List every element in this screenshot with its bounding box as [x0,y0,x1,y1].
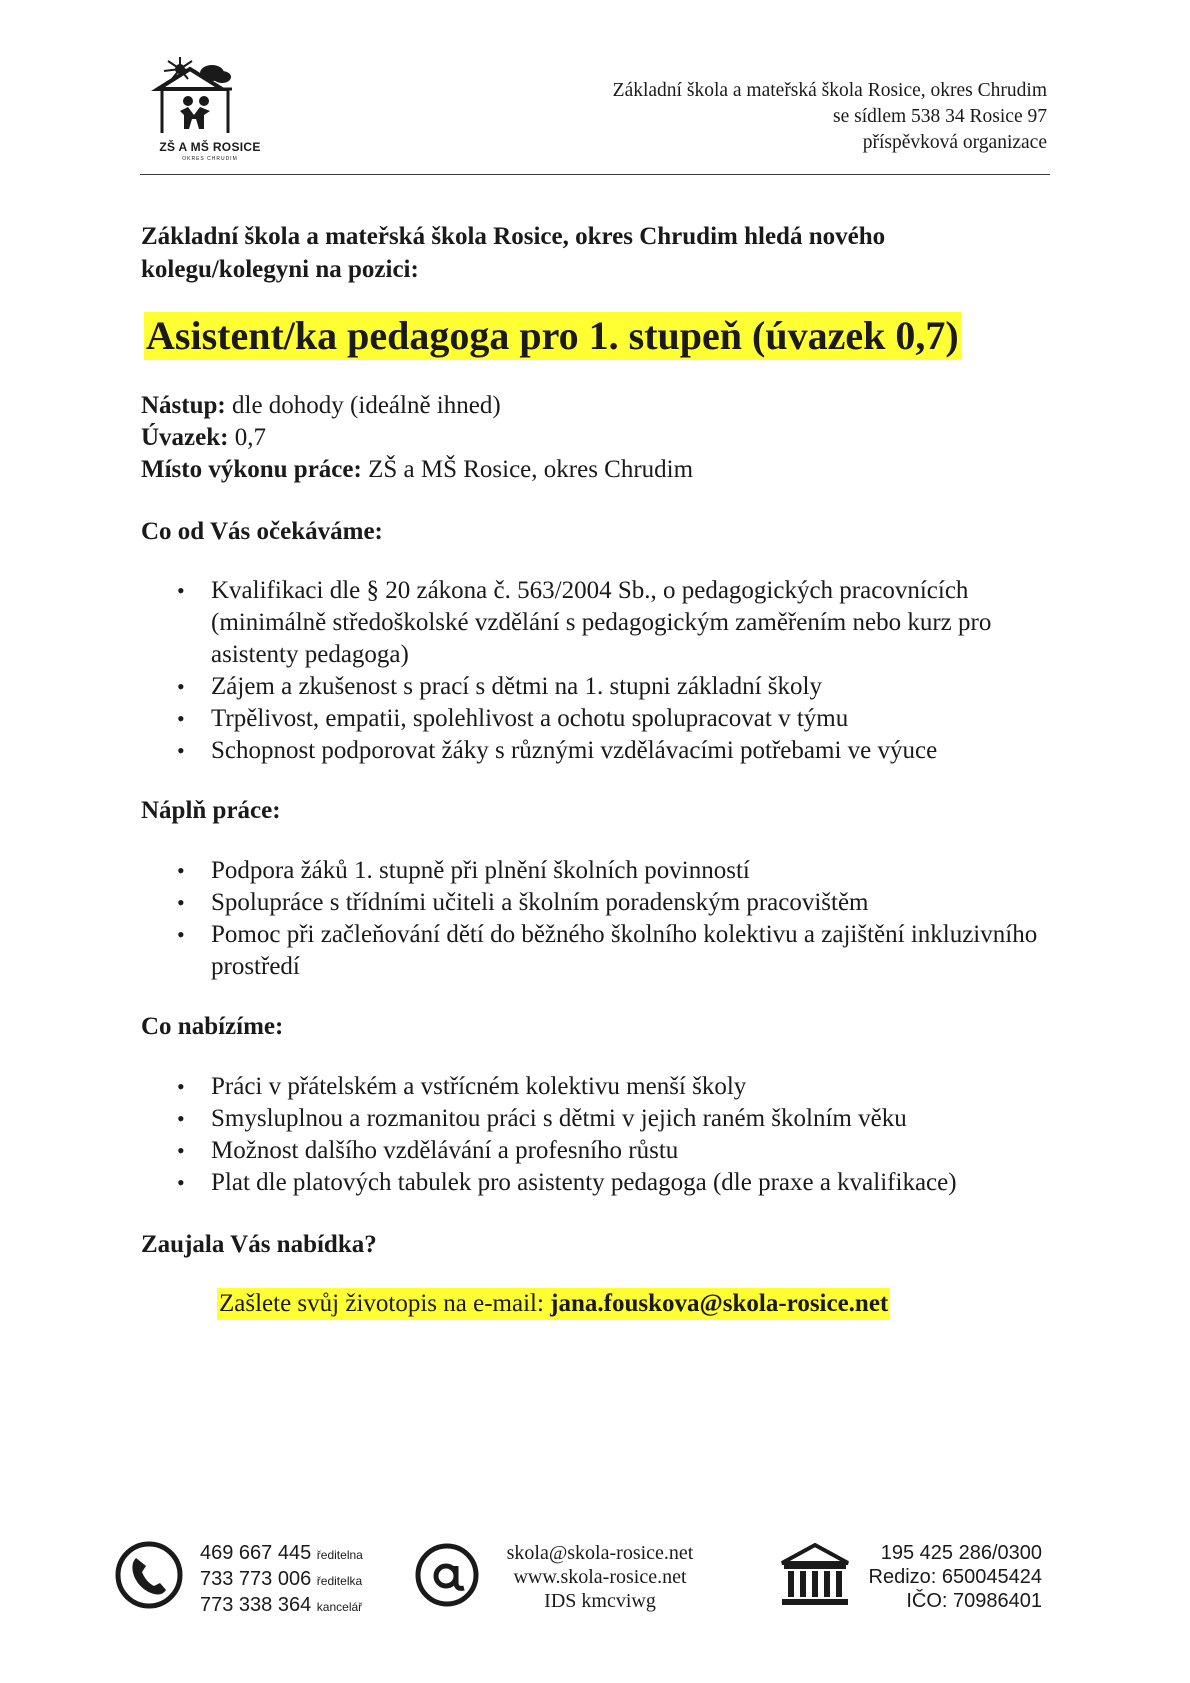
footer-ids: IDS kmcviwg [544,1590,656,1612]
logo-subtext: OKRES CHRUDIM [182,156,238,162]
org-line: příspěvková organizace [862,132,1047,153]
list-item: • Spolupráce s třídními učiteli a školním poradenským pracovištěm [141,887,1061,919]
phone-entry [200,1541,363,1567]
org-line: Základní škola a mateřská škola Rosice, okres Chrudim [612,80,1047,101]
footer-email-link[interactable]: skola@skola-rosice.net [506,1542,694,1564]
phone-role: kancelář [316,1600,363,1614]
info-label: Nástup: [141,392,226,419]
footer-identifiers [830,1541,1042,1613]
contact-email-link[interactable]: jana.fouskova@skola-rosice.net [550,1290,889,1317]
bank-account: 195 425 286/0300 [880,1542,1042,1564]
section-title-offer: Co nabízíme: [141,1013,284,1040]
phone-number[interactable]: 733 773 006 [200,1568,312,1590]
school-logo-icon [150,55,270,145]
list-item: • Plat dle platových tabulek pro asistenty pedagoga (dle praxe a kvalifikace) [141,1167,1061,1199]
list-item: • Schopnost podporovat žáky s různými vzdělávacími potřebami ve výuce [141,735,1061,767]
phone-entry [200,1567,363,1593]
phone-role: ředitelna [316,1548,363,1562]
list-item: • Práci v přátelském a vstřícném kolektivu menší školy [141,1071,1061,1103]
list-item: • Možnost dalšího vzdělávání a profesního růstu [141,1135,1061,1167]
phone-entry [200,1593,363,1619]
phone-number[interactable]: 773 338 364 [200,1594,312,1616]
section-title-duties: Náplň práce: [141,797,281,824]
info-label: Místo výkonu práce: [141,456,362,483]
info-value: dle dohody (ideálně ihned) [225,392,501,419]
duties-list [141,855,1061,983]
position-title: Asistent/ka pedagoga pro 1. stupeň (úvazek 0,7) [146,313,959,358]
list-item: • Podpora žáků 1. stupně při plnění školních povinností [141,855,1061,887]
phone-number[interactable]: 469 667 445 [200,1542,312,1564]
phone-icon [114,1540,184,1610]
info-workload [141,422,693,454]
org-line: se sídlem 538 34 Rosice 97 [833,106,1047,127]
info-value: 0,7 [228,424,266,451]
ico: IČO: 70986401 [906,1590,1042,1612]
job-info [141,390,693,486]
list-item: • Pomoc při začleňování dětí do běžného školního kolektivu a zajištění inkluzivního prostředí [141,919,1061,983]
list-item: • Kvalifikaci dle § 20 zákona č. 563/2004 Sb., o pedagogických pracovnících (minimálně středoškolské vzdělání s pedagogickým zaměřením nebo kurz pro asistenty pedagoga) [141,575,1061,671]
footer-web [490,1541,710,1613]
closing-title: Zaujala Vás nabídka? [141,1231,377,1258]
info-start [141,390,693,422]
expect-list [141,575,1061,767]
list-item: • Trpělivost, empatii, spolehlivost a ochotu spolupracovat v týmu [141,703,1061,735]
info-value: ZŠ a MŠ Rosice, okres Chrudim [361,456,694,483]
list-item: • Zájem a zkušenost s prací s dětmi na 1. stupni základní školy [141,671,1061,703]
header-divider [140,174,1050,175]
list-item: • Smysluplnou a rozmanitou práci s dětmi v jejich raném školním věku [141,1103,1061,1135]
school-logo [150,55,270,165]
offer-list [141,1071,1061,1199]
phone-role: ředitelka [316,1574,363,1588]
contact-prefix: Zašlete svůj životopis na e-mail: [219,1290,551,1317]
info-label: Úvazek: [141,424,229,451]
footer-phones [200,1541,363,1619]
intro-text: Základní škola a mateřská škola Rosice, okres Chrudim hledá nového kolegu/kolegyni na pozici: [141,223,886,283]
redizo: Redizo: 650045424 [868,1566,1042,1588]
at-sign-icon [412,1540,482,1610]
logo-text: ZŠ A MŠ ROSICE [159,140,261,154]
footer-website-link[interactable]: www.skola-rosice.net [513,1566,687,1588]
organization-header [613,78,1047,156]
contact-line [217,1288,890,1320]
section-title-expect: Co od Vás očekáváme: [141,518,383,545]
info-place [141,454,693,486]
